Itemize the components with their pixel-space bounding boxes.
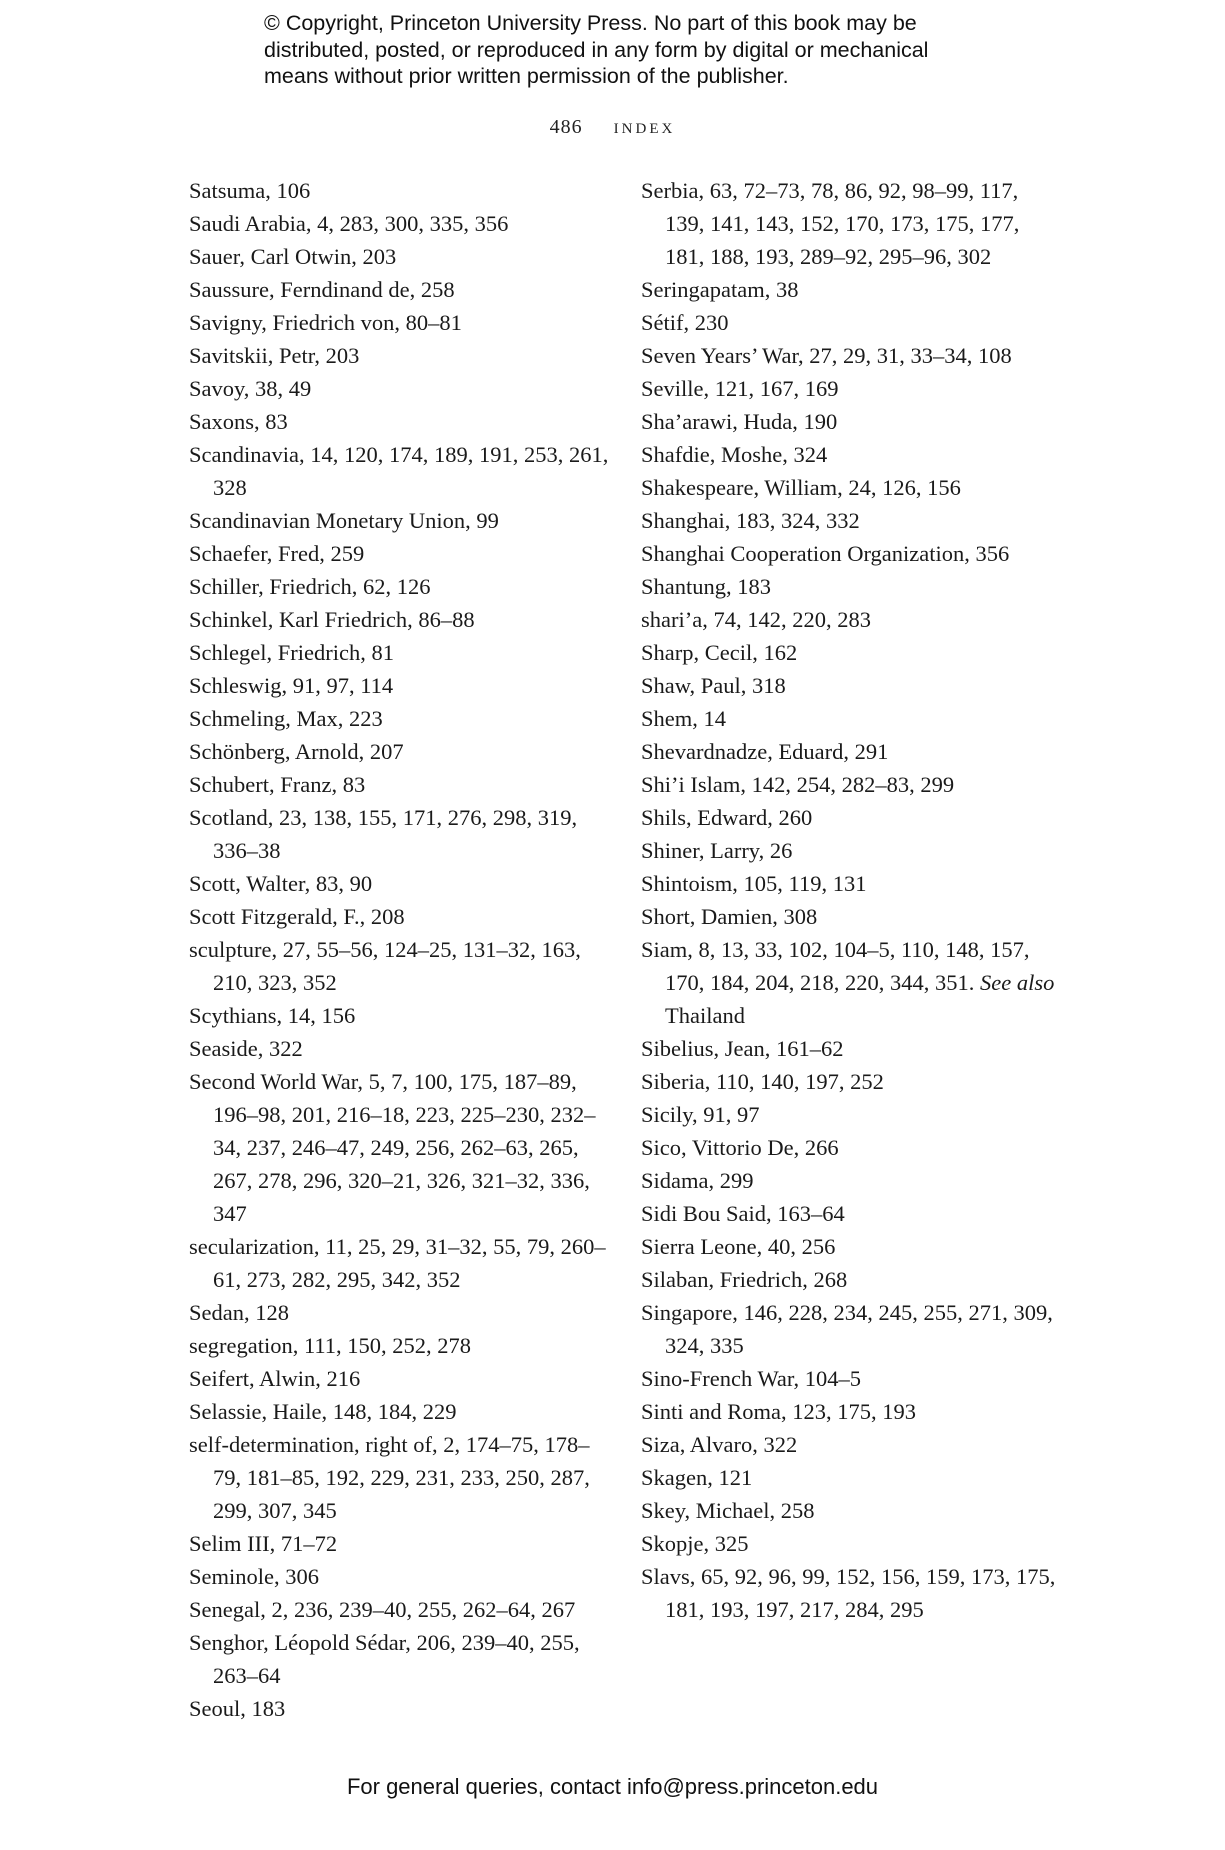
index-entry-text: Siza, Alvaro, 322 <box>641 1432 798 1457</box>
index-entry-text: Sétif, 230 <box>641 310 729 335</box>
index-entry <box>189 504 609 537</box>
index-entry <box>189 1230 609 1296</box>
index-entry <box>189 1065 609 1230</box>
index-entry <box>641 537 1061 570</box>
copyright-line: © Copyright, Princeton University Press. No part of this book may be <box>264 11 917 35</box>
index-entry-text: Shantung, 183 <box>641 574 772 599</box>
index-entry-text: Satsuma, 106 <box>189 178 311 203</box>
index-column-left <box>189 174 609 1725</box>
index-entry-text: Schinkel, Karl Friedrich, 86–88 <box>189 607 475 632</box>
see-also-target: Thailand <box>665 1003 745 1028</box>
index-entry-text: Scott Fitzgerald, F., 208 <box>189 904 405 929</box>
index-entry-text: Seminole, 306 <box>189 1564 319 1589</box>
index-entry-text: Schleswig, 91, 97, 114 <box>189 673 394 698</box>
index-entry <box>641 306 1061 339</box>
index-entry <box>189 603 609 636</box>
index-entry <box>189 339 609 372</box>
index-entry-text: Schiller, Friedrich, 62, 126 <box>189 574 431 599</box>
index-entry <box>189 372 609 405</box>
index-entry-text: Schmeling, Max, 223 <box>189 706 383 731</box>
index-entry <box>189 273 609 306</box>
index-entry <box>189 1692 609 1725</box>
index-entry-text: Skagen, 121 <box>641 1465 753 1490</box>
index-entry <box>189 537 609 570</box>
index-entry <box>189 768 609 801</box>
index-entry <box>189 1593 609 1626</box>
index-entry <box>189 1626 609 1692</box>
index-entry <box>189 405 609 438</box>
index-entry-text: Shevardnadze, Eduard, 291 <box>641 739 889 764</box>
index-entry-text: secularization, 11, 25, 29, 31–32, 55, 79, 260–61, 273, 282, 295, 342, 352 <box>189 1234 606 1292</box>
index-entry-text: Scandinavian Monetary Union, 99 <box>189 508 499 533</box>
index-entry <box>641 900 1061 933</box>
footer-contact: For general queries, contact info@press.princeton.edu <box>346 1774 879 1799</box>
index-entry <box>189 636 609 669</box>
index-entry <box>189 669 609 702</box>
index-entry <box>641 1263 1061 1296</box>
see-also-label: See also <box>980 970 1055 995</box>
index-entry <box>641 1296 1061 1362</box>
section-title: index <box>613 113 676 138</box>
index-entry-text: Seaside, 322 <box>189 1036 303 1061</box>
index-entry <box>641 405 1061 438</box>
index-entry <box>189 702 609 735</box>
index-entry-text: Seven Years’ War, 27, 29, 31, 33–34, 108 <box>641 343 1012 368</box>
index-entry <box>641 669 1061 702</box>
index-entry-text: Seville, 121, 167, 169 <box>641 376 839 401</box>
index-entry-text: Seoul, 183 <box>189 1696 286 1721</box>
index-entry-text: Scythians, 14, 156 <box>189 1003 356 1028</box>
index-entry <box>641 702 1061 735</box>
index-entry <box>189 174 609 207</box>
index-entry <box>641 1065 1061 1098</box>
index-entry <box>641 570 1061 603</box>
index-entry-text: Silaban, Friedrich, 268 <box>641 1267 848 1292</box>
index-entry <box>641 339 1061 372</box>
index-entry-text: Sico, Vittorio De, 266 <box>641 1135 839 1160</box>
copyright-notice <box>264 10 1024 90</box>
running-head <box>0 113 1225 139</box>
index-entry-text: Shils, Edward, 260 <box>641 805 813 830</box>
index-entry-text: Short, Damien, 308 <box>641 904 818 929</box>
index-entry-text: shari’a, 74, 142, 220, 283 <box>641 607 871 632</box>
copyright-line: means without prior written permission of the publisher. <box>264 64 789 88</box>
index-entry-text: Shakespeare, William, 24, 126, 156 <box>641 475 961 500</box>
index-entry-text: Serbia, 63, 72–73, 78, 86, 92, 98–99, 117, 139, 141, 143, 152, 170, 173, 175, 177, 181, 188, 193, 289–92, 295–96, 302 <box>641 178 1020 269</box>
index-entry-text: Shintoism, 105, 119, 131 <box>641 871 867 896</box>
index-entry <box>641 1395 1061 1428</box>
index-entry <box>641 1032 1061 1065</box>
index-entry-text: Sicily, 91, 97 <box>641 1102 760 1127</box>
index-entry-text: Sharp, Cecil, 162 <box>641 640 798 665</box>
index-entry <box>189 438 609 504</box>
index-entry <box>189 306 609 339</box>
index-entry-text: Saxons, 83 <box>189 409 288 434</box>
index-entry-text: Second World War, 5, 7, 100, 175, 187–89, 196–98, 201, 216–18, 223, 225–230, 232–34, 237, 246–47, 249, 256, 262–63, 265, 267, 278, 296, 320–21, 326, 321–32, 336, 347 <box>189 1069 596 1226</box>
index-entry <box>641 1527 1061 1560</box>
index-entry-text: Senghor, Léopold Sédar, 206, 239–40, 255, 263–64 <box>189 1630 580 1688</box>
index-entry-text: Saudi Arabia, 4, 283, 300, 335, 356 <box>189 211 509 236</box>
index-entry-text: Seringapatam, 38 <box>641 277 799 302</box>
index-entry-text: Schönberg, Arnold, 207 <box>189 739 404 764</box>
index-entry <box>641 834 1061 867</box>
index-entry <box>189 1395 609 1428</box>
index-entry-text: Savigny, Friedrich von, 80–81 <box>189 310 462 335</box>
index-entry <box>641 1428 1061 1461</box>
index-entry-text: Shanghai Cooperation Organization, 356 <box>641 541 1010 566</box>
index-entry-text: Siberia, 110, 140, 197, 252 <box>641 1069 884 1094</box>
index-entry-text: Seifert, Alwin, 216 <box>189 1366 361 1391</box>
index-entry-text: Siam, 8, 13, 33, 102, 104–5, 110, 148, 157, 170, 184, 204, 218, 220, 344, 351. <box>641 937 1030 995</box>
index-entry <box>189 933 609 999</box>
index-entry-text: Schlegel, Friedrich, 81 <box>189 640 394 665</box>
index-entry-text: Shanghai, 183, 324, 332 <box>641 508 860 533</box>
index-entry <box>641 1197 1061 1230</box>
index-entry <box>189 999 609 1032</box>
index-entry <box>189 801 609 867</box>
index-entry-text: Sedan, 128 <box>189 1300 289 1325</box>
index-entry-text: Sibelius, Jean, 161–62 <box>641 1036 844 1061</box>
index-entry-text: Singapore, 146, 228, 234, 245, 255, 271, 309, 324, 335 <box>641 1300 1053 1358</box>
index-entry-text: self-determination, right of, 2, 174–75, 178–79, 181–85, 192, 229, 231, 233, 250, 287, 299, 307, 345 <box>189 1432 590 1523</box>
index-entry-text: Selassie, Haile, 148, 184, 229 <box>189 1399 457 1424</box>
index-entry-text: Sha’arawi, Huda, 190 <box>641 409 838 434</box>
copyright-line: distributed, posted, or reproduced in any form by digital or mechanical <box>264 37 929 62</box>
index-entry-text: Shafdie, Moshe, 324 <box>641 442 828 467</box>
index-entry-text: Sidama, 299 <box>641 1168 754 1193</box>
index-entry-text: sculpture, 27, 55–56, 124–25, 131–32, 163, 210, 323, 352 <box>189 937 581 995</box>
index-entry-text: Savitskii, Petr, 203 <box>189 343 360 368</box>
index-entry-text: Skey, Michael, 258 <box>641 1498 815 1523</box>
index-entry <box>641 273 1061 306</box>
page-number: 486 <box>549 116 583 138</box>
index-entry <box>189 1428 609 1527</box>
index-entry <box>189 900 609 933</box>
index-entry <box>189 1329 609 1362</box>
index-entry <box>641 1098 1061 1131</box>
index-entry <box>641 174 1061 273</box>
index-entry <box>641 735 1061 768</box>
index-entry <box>189 1032 609 1065</box>
index-entry <box>641 867 1061 900</box>
index-entry-text: Savoy, 38, 49 <box>189 376 312 401</box>
index-entry-text: segregation, 111, 150, 252, 278 <box>189 1333 472 1358</box>
index-entry <box>641 372 1061 405</box>
index-entry <box>641 471 1061 504</box>
index-entry <box>189 570 609 603</box>
index-entry <box>641 1230 1061 1263</box>
index-entry-text: Selim III, 71–72 <box>189 1531 338 1556</box>
index-entry <box>641 1164 1061 1197</box>
index-entry-text: Scandinavia, 14, 120, 174, 189, 191, 253, 261, 328 <box>189 442 609 500</box>
index-column-right <box>641 174 1061 1626</box>
index-entry <box>641 933 1061 1032</box>
index-entry-text: Scotland, 23, 138, 155, 171, 276, 298, 319, 336–38 <box>189 805 578 863</box>
index-entry <box>641 1461 1061 1494</box>
index-entry-text: Shi’i Islam, 142, 254, 282–83, 299 <box>641 772 955 797</box>
index-entry <box>189 1527 609 1560</box>
index-entry-text: Shaw, Paul, 318 <box>641 673 786 698</box>
index-entry <box>641 438 1061 471</box>
index-entry <box>189 1296 609 1329</box>
index-entry-text: Sino-French War, 104–5 <box>641 1366 861 1391</box>
index-entry-text: Schubert, Franz, 83 <box>189 772 366 797</box>
index-entry <box>189 240 609 273</box>
index-entry <box>641 636 1061 669</box>
index-entry-text: Saussure, Ferndinand de, 258 <box>189 277 455 302</box>
index-entry-text: Scott, Walter, 83, 90 <box>189 871 373 896</box>
index-entry <box>641 1560 1061 1626</box>
index-entry-text: Senegal, 2, 236, 239–40, 255, 262–64, 267 <box>189 1597 576 1622</box>
index-entry-text: Sinti and Roma, 123, 175, 193 <box>641 1399 916 1424</box>
index-entry-text: Sierra Leone, 40, 256 <box>641 1234 836 1259</box>
index-entry <box>189 735 609 768</box>
index-entry <box>641 768 1061 801</box>
index-entry <box>189 867 609 900</box>
index-entry-text: Schaefer, Fred, 259 <box>189 541 365 566</box>
index-entry <box>189 1560 609 1593</box>
index-entry <box>641 1362 1061 1395</box>
index-entry-text: Sauer, Carl Otwin, 203 <box>189 244 397 269</box>
index-entry-text: Slavs, 65, 92, 96, 99, 152, 156, 159, 173, 175, 181, 193, 197, 217, 284, 295 <box>641 1564 1056 1622</box>
index-entry <box>641 603 1061 636</box>
index-entry-text: Shiner, Larry, 26 <box>641 838 793 863</box>
index-entry-text: Skopje, 325 <box>641 1531 749 1556</box>
index-entry <box>189 1362 609 1395</box>
index-entry <box>641 1131 1061 1164</box>
index-entry <box>641 801 1061 834</box>
index-entry <box>641 1494 1061 1527</box>
index-entry-text: Shem, 14 <box>641 706 727 731</box>
index-entry <box>189 207 609 240</box>
index-entry <box>641 504 1061 537</box>
index-entry-text: Sidi Bou Said, 163–64 <box>641 1201 845 1226</box>
